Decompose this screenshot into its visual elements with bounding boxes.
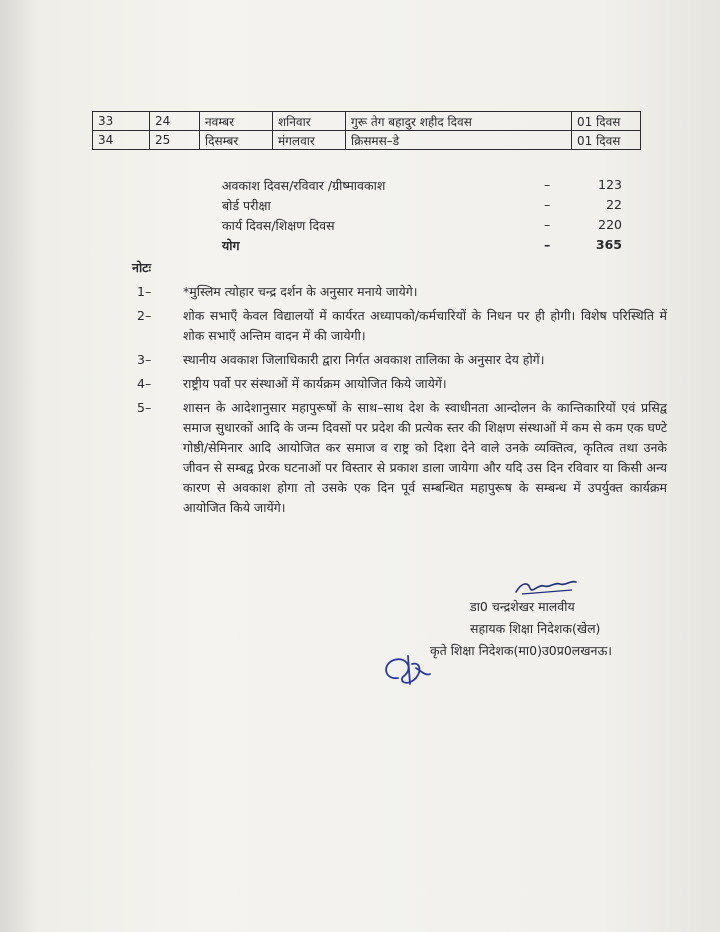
note-text: स्थानीय अवकाश जिलाधिकारी द्वारा निर्गत अवकाश तालिका के अनुसार देय होगें। xyxy=(183,352,545,367)
signatory-designation: सहायक शिक्षा निदेशक(खेल) xyxy=(470,621,601,636)
cell-occasion: गुरू तेग बहादुर शहीद दिवस xyxy=(346,112,572,131)
notes-heading: नोटः xyxy=(132,260,152,275)
cell-month: दिसम्बर xyxy=(200,131,273,150)
summary-label: कार्य दिवस/शिक्षण दिवस xyxy=(222,218,335,233)
note-number: 3– xyxy=(137,352,152,367)
handwritten-signature xyxy=(512,576,582,598)
cell-sno: 34 xyxy=(93,131,150,150)
summary-label: बोर्ड परीक्षा xyxy=(222,198,271,213)
summary-value: 365 xyxy=(595,237,622,252)
note-number: 1– xyxy=(137,284,152,299)
cell-day: मंगलवार xyxy=(273,131,346,150)
summary-row xyxy=(222,177,622,197)
summary-row xyxy=(222,197,622,217)
cell-duration: 01 दिवस xyxy=(572,131,641,150)
note-number: 4– xyxy=(137,376,152,391)
note-text: *मुस्लिम त्योहार चन्द्र दर्शन के अनुसार मनाये जायेगे। xyxy=(183,284,418,299)
cell-sno: 33 xyxy=(93,112,150,131)
signatory-office: कृते शिक्षा निदेशक(मा0)उ0प्र0लखनऊ। xyxy=(430,643,612,658)
summary-value: 22 xyxy=(606,197,622,212)
summary-row xyxy=(222,217,622,237)
note-item xyxy=(137,306,667,346)
signatory-name: डा0 चन्द्रशेखर मालवीय xyxy=(470,599,575,614)
day-summary xyxy=(222,177,622,257)
summary-total-row xyxy=(222,237,622,257)
initials-signature xyxy=(376,648,434,692)
summary-label: योग xyxy=(222,238,240,253)
summary-dash: – xyxy=(544,177,551,192)
note-text: शासन के आदेशानुसार महापुरूषों के साथ–साथ देश के स्वाधीनता आन्दोलन के कान्तिकारियों एवं प्रसिद्व समाज सुधारकों आदि के जन्म दिवसों पर प्रदेश की प्रत्येक स्तर की शिक्षण संस्थाओं में कम से कम एक घण्टे गोष्ठी/सेमिनार आदि आयोजित कर समाज व राष्ट्र को दिशा देने वाले उनके व्यक्तित्व, कृतित्व तथा उनके जीवन से सम्बद्व प्रेरक घटनाओं पर विस्तार से प्रकाश डाला जायेगा और यदि उस दिन रविवार या किसी अन्य कारण से अवकाश होगा तो उसके एक दिन पूर्व सम्बन्धित महापुरूष के सम्बन्ध में उपर्युक्त कार्यक्रम आयोजित किये जायेंगे। xyxy=(183,400,667,515)
note-item xyxy=(137,398,667,518)
summary-dash: – xyxy=(544,237,551,252)
table-row xyxy=(93,131,641,150)
note-item xyxy=(137,374,667,394)
summary-dash: – xyxy=(544,197,551,212)
summary-value: 220 xyxy=(598,217,622,232)
cell-month: नवम्बर xyxy=(200,112,273,131)
table-row xyxy=(93,112,641,131)
summary-label: अवकाश दिवस/रविवार /ग्रीष्मावकाश xyxy=(222,178,386,193)
cell-num: 25 xyxy=(150,131,200,150)
note-text: शोक सभाएँ केवल विद्यालयों में कार्यरत अध्यापको/कर्मचारियों के निधन पर ही होगी। विशेष परिस्थिति में शोक सभाएँ अन्तिम वादन में की जायेगी। xyxy=(183,308,667,343)
cell-occasion: क्रिसमस–डे xyxy=(346,131,572,150)
note-item xyxy=(137,350,667,370)
note-number: 5– xyxy=(137,400,152,415)
summary-dash: – xyxy=(544,217,551,232)
summary-value: 123 xyxy=(598,177,622,192)
cell-day: शनिवार xyxy=(273,112,346,131)
cell-duration: 01 दिवस xyxy=(572,112,641,131)
notes-list xyxy=(137,282,667,522)
cell-num: 24 xyxy=(150,112,200,131)
note-item xyxy=(137,282,667,302)
note-text: राष्ट्रीय पर्वो पर संस्थाओं में कार्यक्रम आयोजित किये जायेगें। xyxy=(183,376,447,391)
note-number: 2– xyxy=(137,308,152,323)
signature-block xyxy=(430,596,612,662)
holiday-table xyxy=(92,111,641,150)
